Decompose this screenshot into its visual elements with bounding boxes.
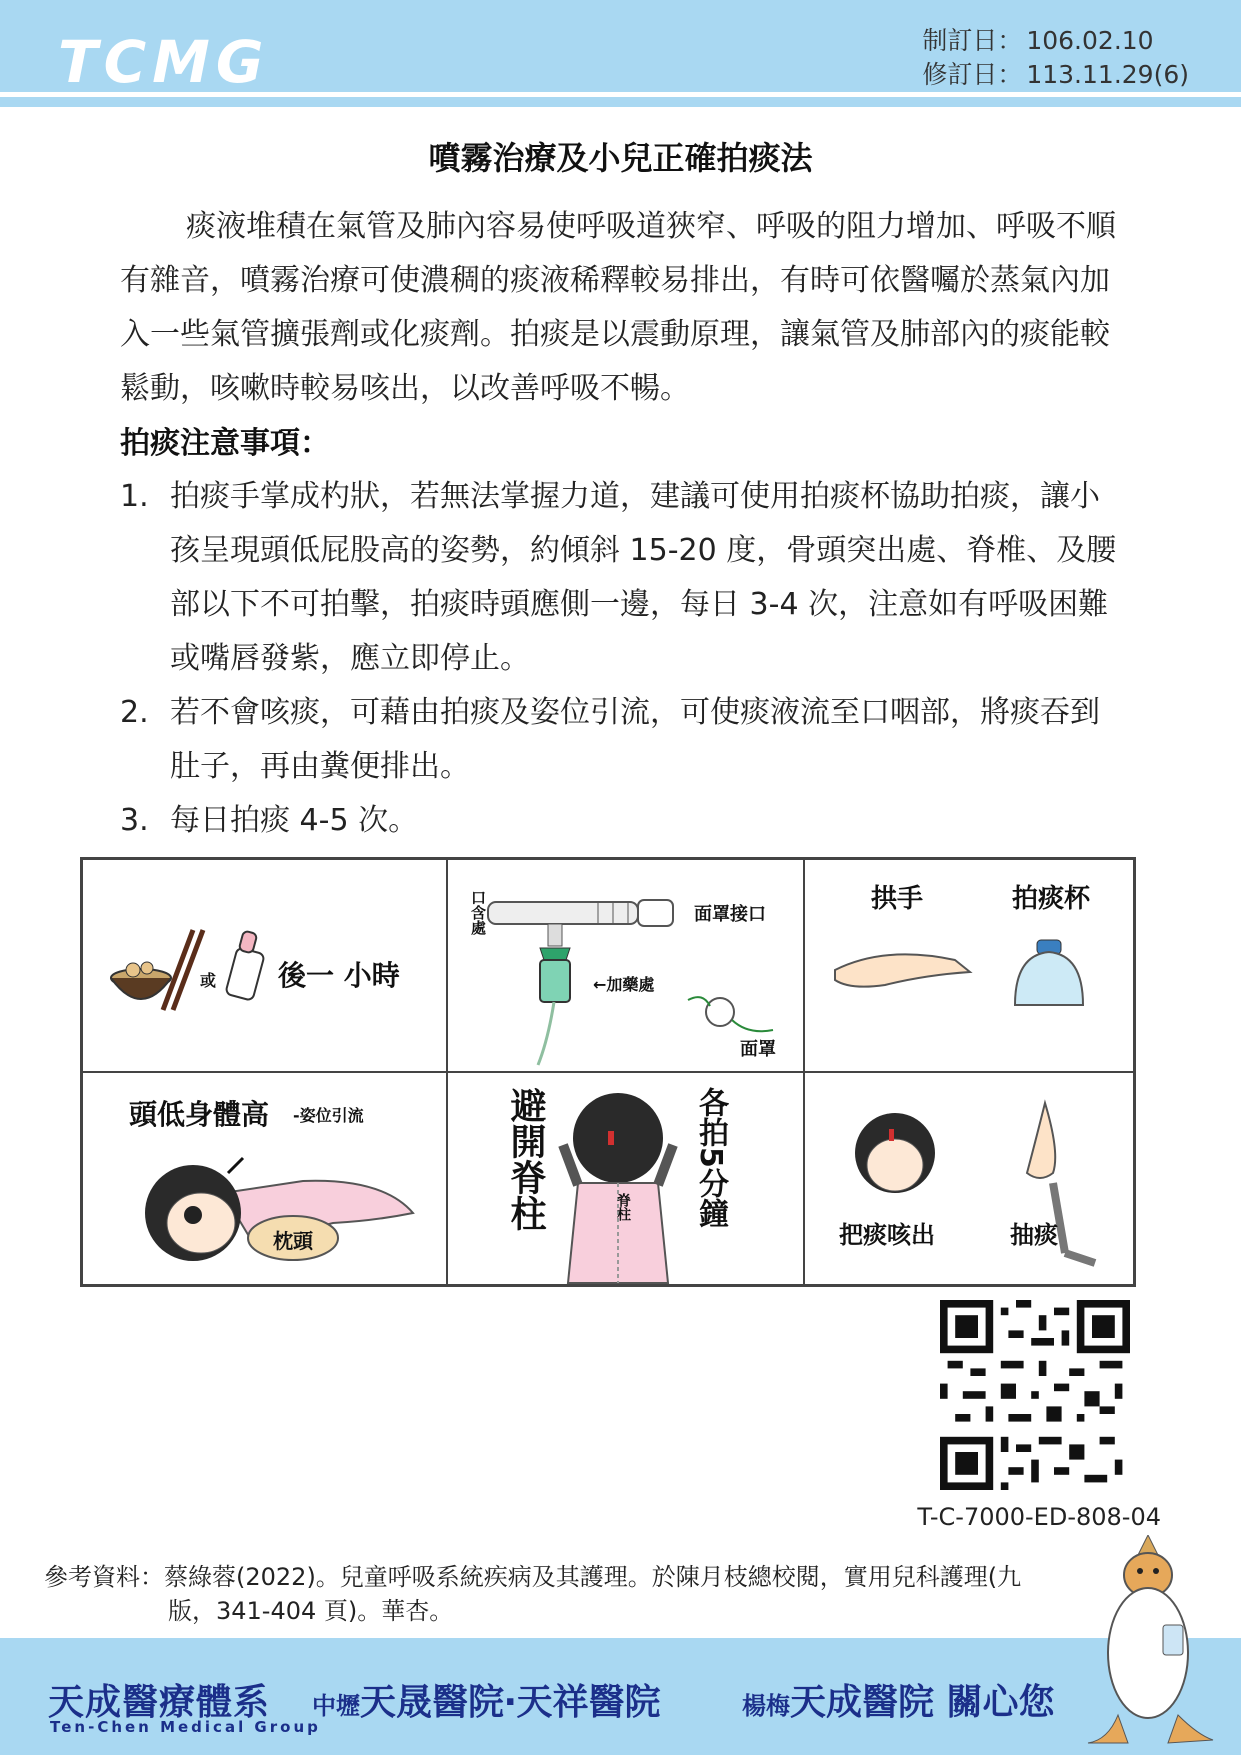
nebulizer-panel bbox=[447, 859, 804, 1072]
reference-line2: 版，341-404 頁)。華杏。 bbox=[168, 1597, 454, 1625]
group-name: 天成醫療體系 bbox=[48, 1682, 271, 1723]
notes-list bbox=[120, 470, 1120, 848]
footer-band bbox=[0, 1638, 1241, 1755]
tools-panel bbox=[804, 859, 1134, 1072]
established-label: 制訂日： bbox=[922, 26, 1023, 55]
list-item bbox=[120, 470, 1120, 686]
list-number: 3. bbox=[120, 803, 149, 838]
list-item bbox=[120, 794, 1120, 848]
list-text: 若不會咳痰，可藉由拍痰及姿位引流，可使痰液流至口咽部，將痰吞到肚子，再由糞便排出。 bbox=[170, 695, 1100, 784]
or-label: 或 bbox=[200, 971, 217, 990]
location-yangmei: 楊梅 bbox=[742, 1692, 790, 1720]
cupped-hand-label: 拱手 bbox=[871, 884, 924, 914]
meal-panel bbox=[82, 859, 447, 1072]
suction-label: 抽痰 bbox=[1010, 1221, 1058, 1249]
mouthpiece-label: 口含處 bbox=[469, 890, 487, 935]
after-meal-label: 後一 小時 bbox=[278, 959, 400, 992]
avoid-spine-label: 避開脊柱 bbox=[505, 1087, 546, 1231]
revised-label: 修訂日： bbox=[922, 60, 1023, 89]
cough-out-label: 把痰咳出 bbox=[839, 1221, 935, 1249]
avoid-spine-panel bbox=[447, 1072, 804, 1285]
page-title: 噴霧治療及小兒正確拍痰法 bbox=[428, 139, 813, 177]
notes-heading: 拍痰注意事項： bbox=[120, 426, 330, 461]
document-dates bbox=[922, 24, 1193, 92]
postural-drainage-panel bbox=[82, 1072, 447, 1285]
hospitals-yangmei bbox=[742, 1674, 1055, 1725]
reference-label: 參考資料： bbox=[44, 1563, 164, 1591]
kangaroo-doctor-mascot-icon bbox=[1068, 1535, 1218, 1750]
cough-panel bbox=[804, 1072, 1134, 1285]
hospital-names-2: 天成醫院 關心您 bbox=[790, 1682, 1055, 1723]
hospitals-zhongli bbox=[312, 1674, 661, 1725]
five-minutes-label: 各拍5分鐘 bbox=[693, 1087, 728, 1228]
list-number: 2. bbox=[120, 695, 149, 730]
document-code: T-C-7000-ED-808-04 bbox=[917, 1503, 1161, 1531]
hospital-names-1: 天晟醫院‧天祥醫院 bbox=[360, 1682, 661, 1723]
qr-code[interactable] bbox=[940, 1300, 1130, 1490]
intro-paragraph: 痰液堆積在氣管及肺內容易使呼吸道狹窄、呼吸的阻力增加、呼吸不順有雜音，噴霧治療可使濃稠的痰液稀釋較易排出，有時可依醫囑於蒸氣內加入一些氣管擴張劑或化痰劑。拍痰是以震動原理，讓氣管及肺部內的痰能較鬆動，咳嗽時較易咳出，以改善呼吸不暢。 bbox=[120, 209, 1116, 406]
cough-and-suction-illustration bbox=[805, 1073, 1134, 1285]
list-text: 拍痰手掌成杓狀，若無法掌握力道，建議可使用拍痰杯協助拍痰，讓小孩呈現頭低屁股高的姿勢，約傾斜 15-20 度，骨頭突出處、脊椎、及腰部以下不可拍擊，拍痰時頭應側一邊，每日 3-4 次，注意如有呼吸困難或嘴唇發紫，應立即停止。 bbox=[170, 479, 1117, 676]
list-number: 1. bbox=[120, 479, 149, 514]
established-date: 106.02.10 bbox=[1026, 26, 1154, 55]
revised-date: 113.11.29(6) bbox=[1026, 60, 1189, 89]
drainage-label: -姿位引流 bbox=[293, 1106, 364, 1125]
list-item bbox=[120, 686, 1120, 794]
pillow-label: 枕頭 bbox=[273, 1229, 313, 1253]
medicine-chamber-label: ←加藥處 bbox=[593, 975, 655, 994]
list-text: 每日拍痰 4-5 次。 bbox=[170, 803, 419, 838]
mask-port-label: 面罩接口 bbox=[694, 904, 766, 925]
head-low-label: 頭低身體高 bbox=[129, 1098, 270, 1131]
reference-block bbox=[44, 1560, 1064, 1628]
reference-line1: 蔡綠蓉(2022)。兒童呼吸系統疾病及其護理。於陳月枝總校閱，實用兒科護理(九 bbox=[164, 1563, 1022, 1591]
tcmg-logo: TCMG bbox=[58, 28, 270, 96]
location-zhongli: 中壢 bbox=[312, 1692, 360, 1720]
percussion-cup-label: 拍痰杯 bbox=[1012, 884, 1091, 914]
spine-label: 脊柱 bbox=[615, 1193, 631, 1221]
mask-label: 面罩 bbox=[740, 1039, 776, 1060]
group-name-english: Ten-Chen Medical Group bbox=[50, 1718, 321, 1736]
header-strip bbox=[0, 97, 1241, 107]
illustration-grid bbox=[80, 857, 1136, 1287]
